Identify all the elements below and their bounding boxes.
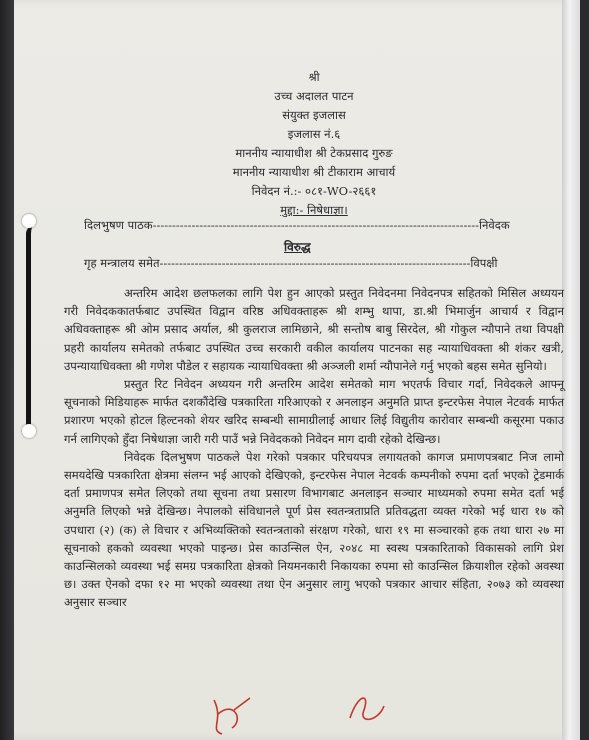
respondent-name: गृह मन्त्रालय समेत (84, 256, 160, 270)
petition-number: निवेदन नं.:- ०८१-WO-२६६१ (251, 184, 377, 198)
bench-number: इजलास नं.६ (287, 127, 341, 141)
judge-1: माननीय न्यायाधीश श्री टेकप्रसाद गुरुङ (235, 146, 393, 160)
paragraph-1: अन्तरिम आदेश छलफलका लागि पेश हुन आएको प्रस्तुत निवेदनमा निवेदनपत्र सहितको मिसिल अध्ययन गरी निवेदककातर्फबाट उपस्थित विद्वान वरिष्ठ अधिवक्ताहरू श्री शम्भु थापा, डा.श्री भिमार्जुन आचार्य र विद्वान अधिवक्ताहरू श्री ओम प्रसाद अर्याल, श्री कुलराज लामिछाने, श्री सन्तोष बाबु सिरदेल, श्री गोकुल न्यौपाने तथा विपक्षी प्रहरी कार्यालय समेतको तर्फबाट उपस्थित उच्च सरकारी वकील कार्यालय पाटनका सह न्यायाधिवक्ता श्री शंकर खत्री, उपन्यायाधिवक्ता श्री गणेश पौडेल र सहायक न्यायाधिवक्ता श्री अञ्जली शर्मा न्यौपानेले गर्नु भएको बहस समेत सुनियो। (64, 286, 564, 373)
document-page (14, 0, 580, 740)
versus-label: विरुद्ध (284, 240, 311, 254)
punch-hole (22, 214, 36, 228)
page-edge (562, 0, 580, 740)
paragraph-2: प्रस्तुत रिट निवेदन अध्ययन गरी अन्तरिम आदेश समेतको माग भएतर्फ विचार गर्दा, निवेदकले आफ्नू सूचनाको मिडियाहरू मार्फत दशकौंदेखि पत्रकारिता गरिआएको र अनलाइन अनुमति प्राप्त इन्टरफेस नेपाल नेटवर्क मार्फत प्रशारण भएको होटल हिल्टनको शेयर खरिद सम्बन्धी सामाग्रीलाई आधार लिई विद्युतीय कारोवार सम्बन्धी कसूरमा पकाउ गर्न लागिएको हुँदा निषेधाज्ञा जारी गरी पाउँ भन्ने निवेदकको निवेदन माग दावी रहेको देखिन्छ। (64, 377, 564, 446)
order-body (64, 284, 564, 612)
signature-2 (344, 688, 390, 728)
petitioner-role: निवेदक (479, 218, 510, 232)
paragraph-3: निवेदक दिलभुषण पाठकले पेश गरेको पत्रकार परिचयपत्र लगायतको कागज प्रमाणपत्रबाट निज लामो समयदेखि पत्रकारिता क्षेत्रमा संलग्न भई आएको देखिएको, इन्टरफेस नेपाल नेटवर्क कम्पनीको रुपमा दर्ता भएको ट्रेडमार्क दर्ता प्रमाणपत्र समेत लिएको तथा सूचना तथा प्रसारण विभागबाट अनलाइन सञ्चार माध्यमको रुपमा समेत दर्ता भई अनुमति लिएको भन्ने देखिन्छ। नेपालको संविधानले पूर्ण प्रेस स्वतन्त्रताप्रति प्रतिवद्धता व्यक्त गरेको भई धारा १७ को उपधारा (२) (क) ले विचार र अभिव्यक्तिको स्वतन्त्रताको संरक्षण गरेको, धारा १९ मा सञ्चारको हक तथा धारा २७ मा सूचनाको हकको व्यवस्था भएको पाइन्छ। प्रेस काउन्सिल ऐन, २०४८ मा स्वस्थ पत्रकारिताको विकासको लागि प्रेश काउन्सिलको व्यवस्था भई समग्र पत्रकारिता क्षेत्रको नियमनकारी निकायका रुपमा सो काउन्सिल क्रियाशील रहेको अवस्था छ। उक्त ऐनको दफा १२ मा भएको व्यवस्था तथा ऐन अनुसार लागु भएको पत्रकार आचार संहिता, २०७३ को व्यवस्था अनुसार सञ्चार (64, 449, 564, 610)
judge-2: माननीय न्यायाधीश श्री टीकाराम आचार्य (232, 165, 396, 179)
binder-edge (0, 0, 14, 740)
binding-thread (26, 226, 41, 436)
dotted-leader: ------------------------------------------------------------------------------------ (152, 218, 480, 232)
dotted-leader: -------------------------------------------------------------------------------- (159, 256, 471, 270)
court-name: उच्च अदालत पाटन (274, 89, 354, 103)
petitioner-name: दिलभुषण पाठक (84, 218, 153, 232)
document-header (164, 68, 464, 220)
bench-type: संयुक्त इजलास (282, 108, 346, 122)
petitioner-line (84, 218, 556, 233)
signature-1 (204, 690, 264, 738)
punch-hole (22, 424, 36, 438)
case-subject: मुद्दा:- निषेधाज्ञा। (280, 203, 348, 217)
respondent-line (84, 256, 556, 271)
respondent-role: विपक्षी (470, 256, 498, 270)
header-shree: श्री (308, 70, 320, 84)
